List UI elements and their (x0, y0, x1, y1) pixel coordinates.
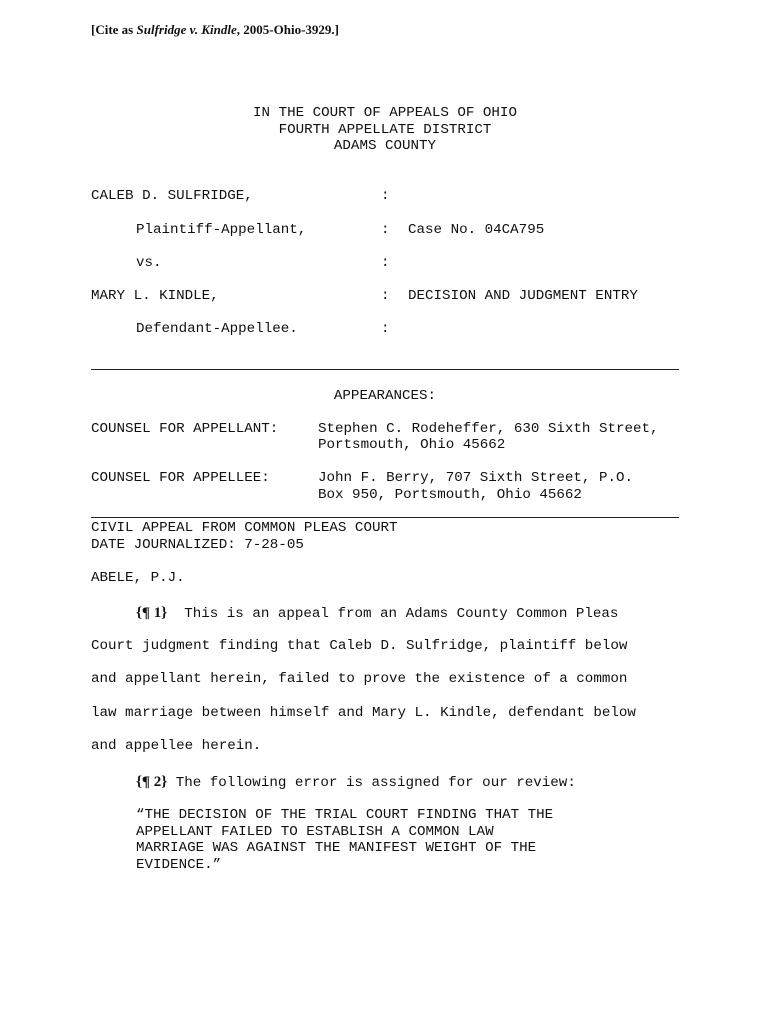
appellant-counsel-line2: Portsmouth, Ohio 45662 (318, 437, 506, 453)
paragraph-1-line3: and appellant herein, failed to prove the existence of a common (91, 671, 628, 687)
citation-header (91, 22, 339, 38)
judge-name: ABELE, P.J. (91, 570, 185, 586)
caption-colon: : (381, 188, 390, 204)
entry-title: DECISION AND JUDGMENT ENTRY (408, 288, 638, 304)
caption-colon: : (381, 255, 390, 271)
appellee-counsel-line2: Box 950, Portsmouth, Ohio 45662 (318, 487, 582, 503)
paragraph-1-line2: Court judgment finding that Caleb D. Sulfridge, plaintiff below (91, 638, 628, 654)
citation-suffix: , 2005-Ohio-3929.] (236, 22, 339, 37)
paragraph-1-line1 (136, 604, 618, 622)
appellant-counsel-line1: Stephen C. Rodeheffer, 630 Sixth Street, (318, 421, 659, 437)
appeal-type: CIVIL APPEAL FROM COMMON PLEAS COURT (91, 520, 398, 536)
caption-colon: : (381, 222, 390, 238)
caption-colon: : (381, 288, 390, 304)
appellee-counsel-label: COUNSEL FOR APPELLEE: (91, 470, 270, 486)
date-journalized: DATE JOURNALIZED: 7-28-05 (91, 537, 304, 553)
divider-line (91, 517, 679, 518)
divider-line (91, 369, 679, 370)
assignment-line1: “THE DECISION OF THE TRIAL COURT FINDING THAT THE (136, 807, 554, 823)
paragraph-1-line4: law marriage between himself and Mary L. Kindle, defendant below (91, 705, 636, 721)
court-name: IN THE COURT OF APPEALS OF OHIO (253, 105, 517, 121)
versus-label: vs. (136, 255, 162, 271)
paragraph-2 (136, 773, 576, 791)
case-number: Case No. 04CA795 (408, 222, 545, 238)
plaintiff-role: Plaintiff-Appellant, (136, 222, 307, 238)
plaintiff-name: CALEB D. SULFRIDGE, (91, 188, 253, 204)
defendant-name: MARY L. KINDLE, (91, 288, 219, 304)
court-district: FOURTH APPELLATE DISTRICT (278, 122, 492, 138)
assignment-line3: MARRIAGE WAS AGAINST THE MANIFEST WEIGHT OF THE (136, 840, 537, 856)
appearances-heading: APPEARANCES: (333, 388, 437, 404)
paragraph-text: The following error is assigned for our review: (175, 775, 576, 791)
defendant-role: Defendant-Appellee. (136, 321, 298, 337)
assignment-line4: EVIDENCE.” (136, 857, 222, 873)
paragraph-mark: {¶ 1} (136, 605, 168, 621)
caption-colon: : (381, 321, 390, 337)
appellee-counsel-line1: John F. Berry, 707 Sixth Street, P.O. (318, 470, 634, 486)
paragraph-1-line5: and appellee herein. (91, 738, 262, 754)
paragraph-mark: {¶ 2} (136, 774, 168, 790)
paragraph-text: This is an appeal from an Adams County Common Pleas (184, 606, 619, 622)
appellant-counsel-label: COUNSEL FOR APPELLANT: (91, 421, 279, 437)
assignment-line2: APPELLANT FAILED TO ESTABLISH A COMMON LAW (136, 824, 494, 840)
citation-prefix: [Cite as (91, 22, 137, 37)
court-county: ADAMS COUNTY (333, 138, 437, 154)
citation-case-name: Sulfridge v. Kindle (136, 22, 237, 37)
